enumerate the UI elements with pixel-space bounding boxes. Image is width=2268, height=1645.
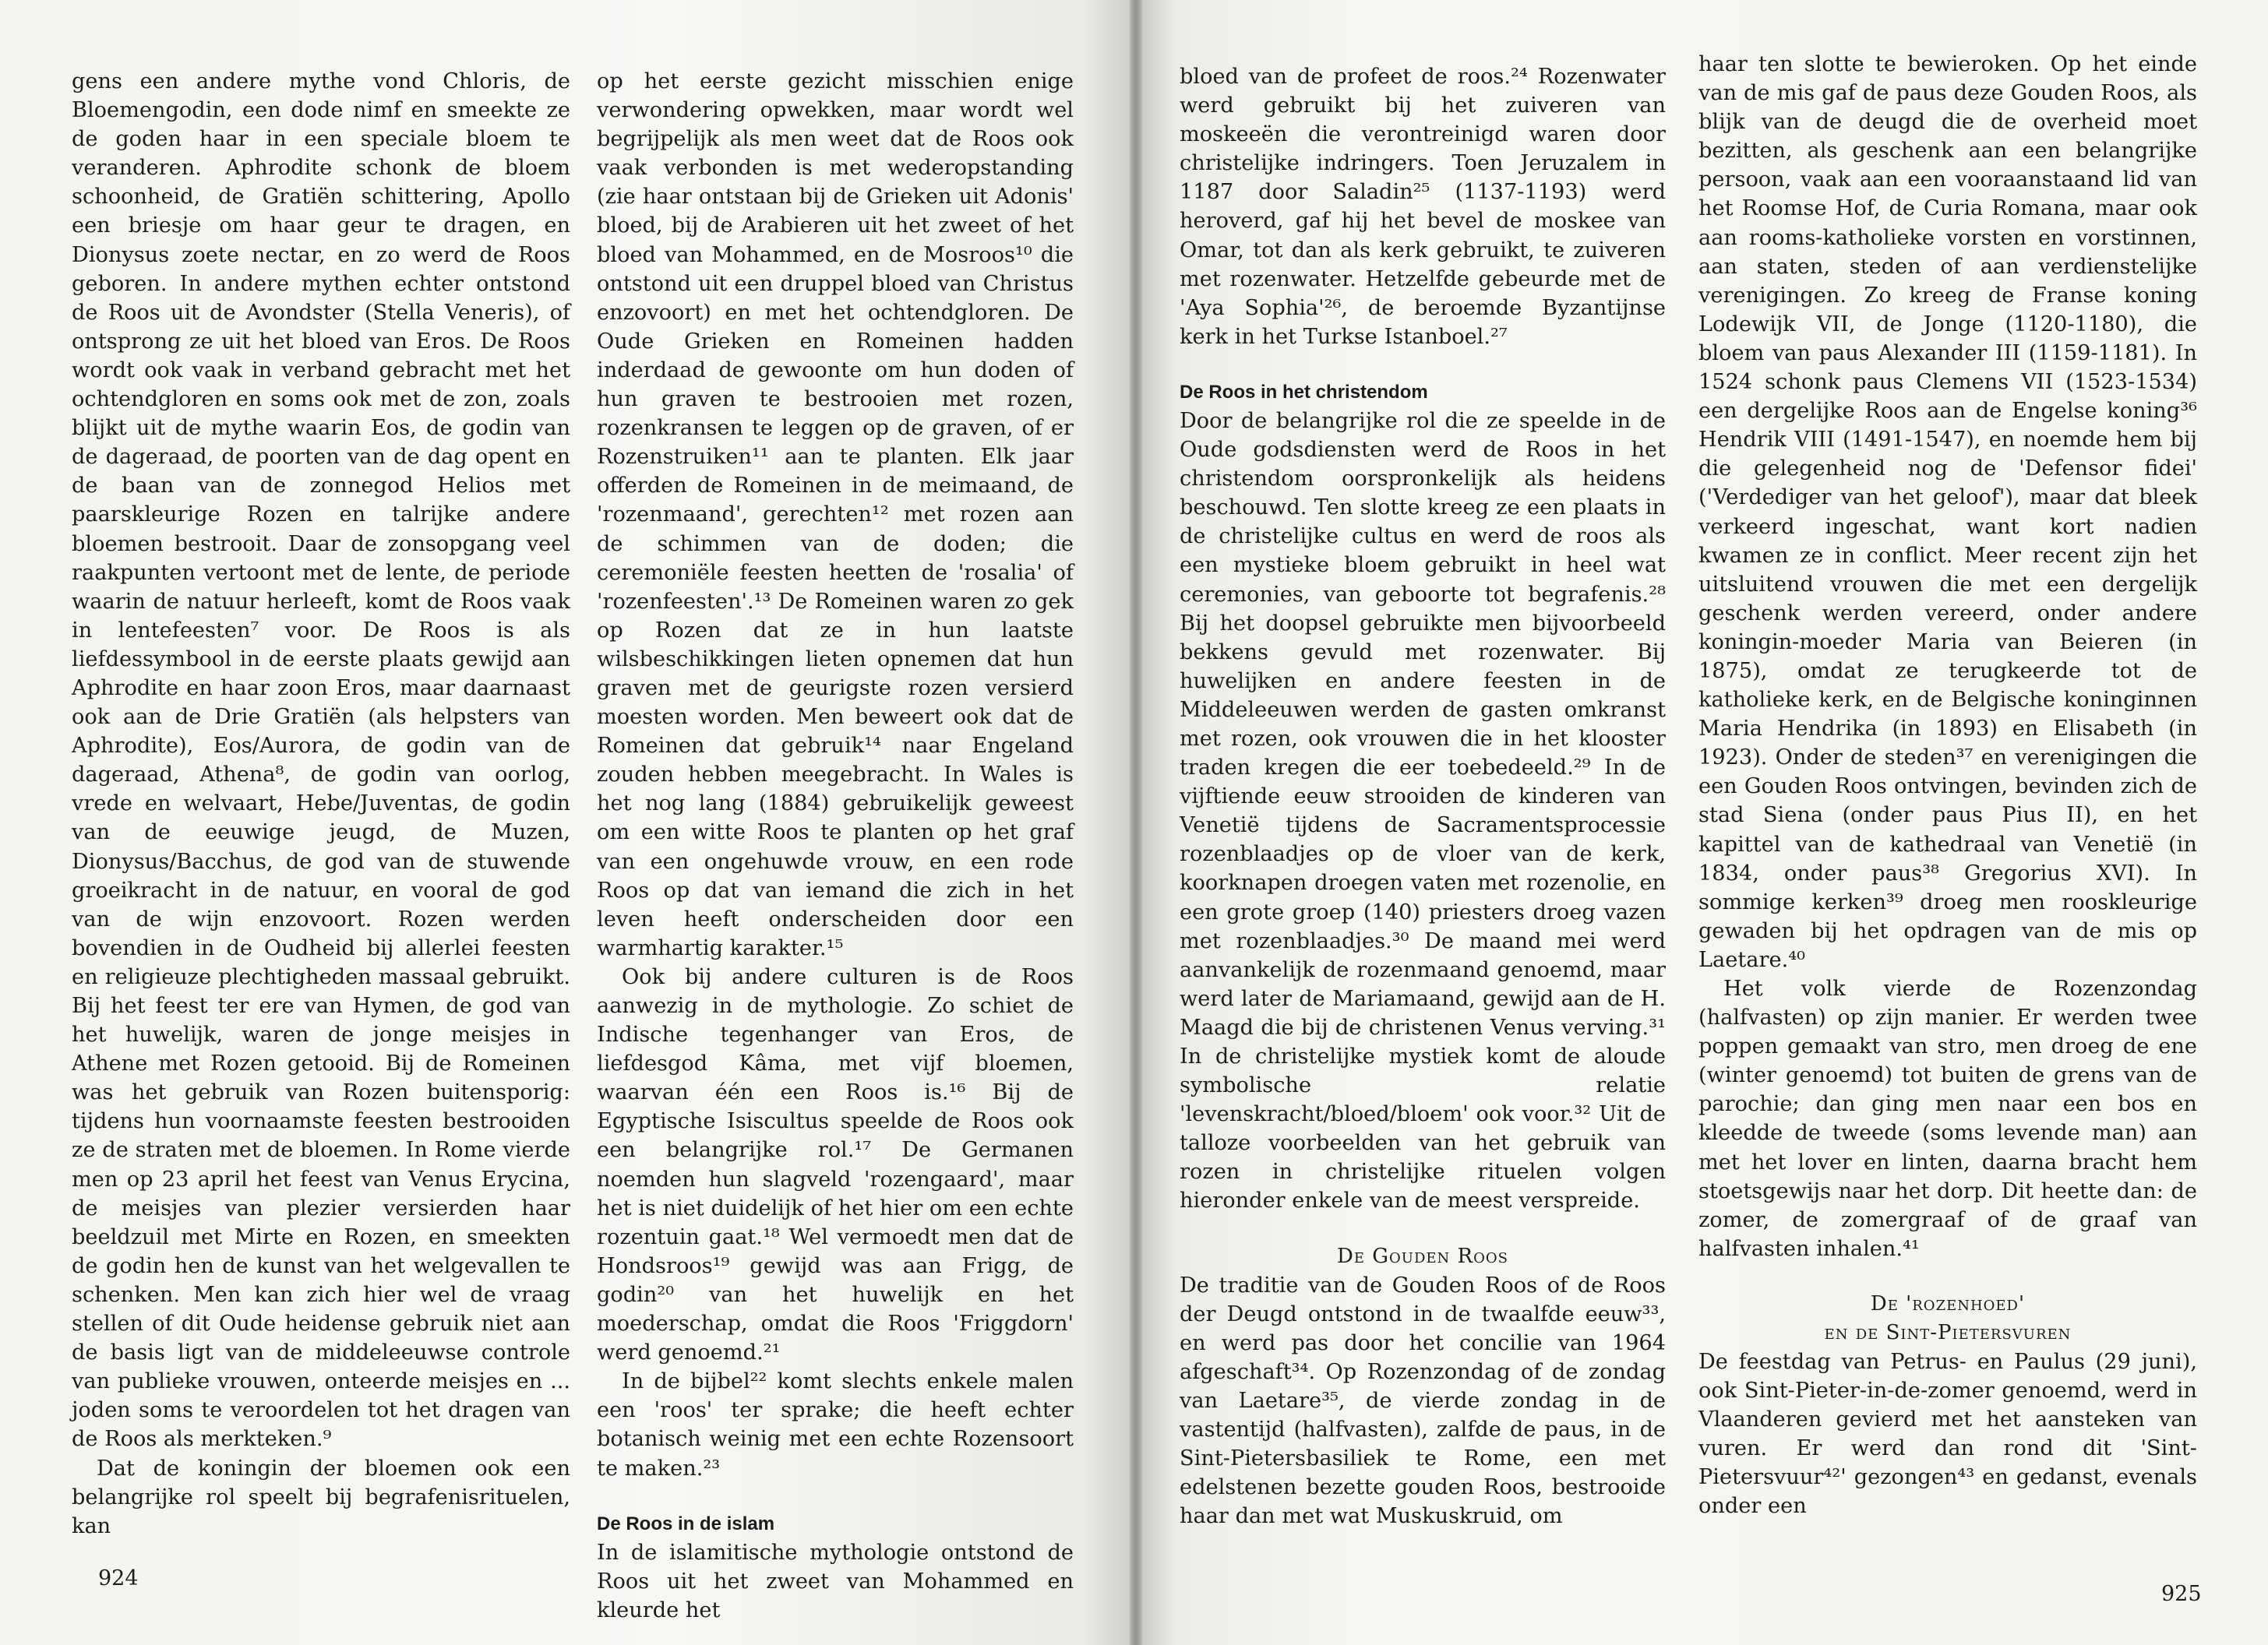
subheading-sint-pietersvuren: en de Sint-Pietersvuren — [1824, 1320, 2072, 1344]
section-heading-christendom: De Roos in het christendom — [1180, 381, 1428, 403]
paragraph: gens een andere mythe vond Chloris, de Bloemengodin, een dode nimf en smeekte ze de goden haar in een speciale bloem te veranderen. Aphrodite schonk de bloem schoonheid, de Gratiën schittering, Apollo een briesje om haar geur te dragen, en Dionysus zoete nectar, en zo werd de Roos geboren. In andere mythen echter ontstond de Roos uit de Avondster (Stella Veneris), of ontsprong ze uit het bloed van Eros. De Roos wordt ook vaak in verband gebracht met het ochtendgloren en soms ook met de zon, zoals blijkt uit de mythe waarin Eos, de godin van de dageraad, de poorten van de dag opent en de baan van de zonnegod Helios met paarskleurige Rozen en talrijke andere bloemen bestrooit. Daar de zonsopgang veel raakpunten vertoont met de lente, de periode waarin de natuur herleeft, komt de Roos vaak in lentefeesten⁷ voor. De Roos is als liefdessymbool in de eerste plaats gewijd aan Aphrodite en haar zoon Eros, maar daarnaast ook aan de Drie Gratiën (als helpsters van Aphrodite), Eos/Aurora, de godin van de dageraad, Athena⁸, de godin van oorlog, vrede en welvaart, Hebe/Juventas, de godin van de eeuwige jeugd, de Muzen, Dionysus/Bacchus, de god van de stuwende groeikracht in de natuur, en vooral de god van de wijn enzovoort. Rozen werden bovendien in de Oudheid bij allerlei feesten en religieuze plechtigheden massaal gebruikt. Bij het feest ter ere van Hymen, de god van het huwelijk, waren de jonge meisjes in Athene met Rozen getooid. Bij de Romeinen was het gebruik van Rozen buitensporig: tijdens hun voornaamste feesten bestrooiden ze de straten met de bloemen. In Rome vierde men op 23 april het feest van Venus Erycina, de meisjes van plezier versierden haar beeldzuil met Mirte en Rozen, en smeekten de godin hen de kunst van het welgevallen te schenken. Men kan zich hier wel de vraag stellen of dit Oude heidense gebruik niet aan de basis ligt van de middeleeuwse controle van publieke vrouwen, onteerde meisjes en ... joden soms te veroordelen tot het dragen van de Roos als merkteken.⁹ — [72, 69, 570, 1452]
subheading-gouden-roos: De Gouden Roos — [1337, 1244, 1508, 1268]
book-gutter — [1130, 0, 1142, 1645]
paragraph: op het eerste gezicht misschien enige verwondering opwekken, maar wordt wel begrijpelijk als men weet dat de Roos ook vaak verbonden is met wederopstanding (zie haar ontstaan bij de Grieken uit Adonis' bloed, bij de Arabieren uit het zweet of het bloed van Mohammed, en de Mosroos¹⁰ die ontstond uit een druppel bloed van Christus enzovoort) en met het ochtendgloren. De Oude Grieken en Romeinen hadden inderdaad de gewoonte om hun doden of hun graven te bestrooien met rozen, rozenkransen te leggen op de graven, of er Rozenstruiken¹¹ aan te planten. Elk jaar offerden de Romeinen in de meimaand, de 'rozenmaand', gerechten¹² met rozen aan de schimmen van de doden; die ceremoniële feesten heetten de 'rosalia' of 'rozenfeesten'.¹³ De Romeinen waren zo gek op Rozen dat ze in hun laatste wilsbeschikkingen lieten opnemen dat hun graven met de geurigste rozen versierd moesten worden. Men beweert ook dat de Romeinen dat gebruik¹⁴ naar Engeland zouden hebben meegebracht. In Wales is het nog lang (1884) gebruikelijk geweest om een witte Roos te planten op het graf van een ongehuwde vrouw, en een rode Roos op dat van iemand die zich in het leven heeft onderscheiden door een warmhartig karakter.¹⁵ — [597, 69, 1074, 960]
paragraph: In de bijbel²² komt slechts enkele malen een 'roos' ter sprake; die heeft echter botanisch weinig met een echte Rozensoort te maken.²³ — [597, 1369, 1074, 1481]
left-column-1 — [72, 67, 570, 1541]
section-heading-islam: De Roos in de islam — [597, 1513, 775, 1534]
right-column-1 — [1180, 62, 1666, 1531]
paragraph: Dat de koningin der bloemen ook een belangrijke rol speelt bij begrafenisrituelen, kan — [72, 1456, 570, 1538]
page-number-left: 924 — [98, 1566, 139, 1590]
paragraph: Ook bij andere culturen is de Roos aanwezig in de mythologie. Zo schiet de Indische tegenhanger van Eros, de liefdesgod Kâma, met vijf bloemen, waarvan één een Roos is.¹⁶ Bij de Egyptische Isiscultus speelde de Roos ook een belangrijke rol.¹⁷ De Germanen noemden hun slagveld 'rozengaard', maar het is niet duidelijk of het hier om een echte rozentuin gaat.¹⁸ Wel vermoedt men dat de Hondsroos¹⁹ gewijd was aan Frigg, de godin²⁰ van het huwelijk en het moederschap, omdat die Roos 'Friggdorn' werd genoemd.²¹ — [597, 964, 1074, 1365]
paragraph: Door de belangrijke rol die ze speelde in de Oude godsdiensten werd de Roos in het christendom oorspronkelijk als heidens beschouwd. Ten slotte kreeg ze een plaats in de christelijke cultus en werd de roos als een mystieke bloem gebruikt in heel wat ceremonies, van geboorte tot begrafenis.²⁸ Bij het doopsel gebruikte men bijvoorbeeld bekkens gevuld met rozenwater. Bij huwelijken en andere feesten in de Middeleeuwen werden de gasten omkranst met rozen, ook vrouwen die in het klooster traden kregen die eer toebedeeld.²⁹ In de vijftiende eeuw strooiden de kinderen van Venetië tijdens de Sacramentsprocessie rozenblaadjes op de vloer van de kerk, koorknapen droegen vaten met rozenolie, en een grote groep (140) priesters droeg vazen met rozenblaadjes.³⁰ De maand mei werd aanvankelijk de rozenmaand genoemd, maar werd later de Mariamaand, gewijd aan de H. Maagd die bij de christenen Venus verving.³¹ In de christelijke mystiek komt de aloude symbolische relatie 'levenskracht/bloed/bloem' ook voor.³² Uit de talloze voorbeelden van het gebruik van rozen in christelijke rituelen volgen hieronder enkele van de meest verspreide. — [1180, 408, 1666, 1213]
left-page — [0, 0, 1130, 1645]
paragraph: Het volk vierde de Rozenzondag (halfvasten) op zijn manier. Er werden twee poppen gemaakt van stro, men droeg de ene (winter genoemd) tot buiten de grens van de parochie; dan ging men naar een bos en kleedde de tweede (soms levende man) aan met het lover en linten, daarna bracht hem stoetsgewijs naar het dorp. Dit heette dan: de zomer, de zomergraaf of de graaf van halfvasten inhalen.⁴¹ — [1698, 977, 2197, 1261]
paragraph: De feestdag van Petrus- en Paulus (29 juni), ook Sint-Pieter-in-de-zomer genoemd, werd in Vlaanderen gevierd met het aansteken van vuren. Er werd dan rond dit 'Sint-Pietersvuur⁴²' gezongen⁴³ en gedanst, evenals onder een — [1698, 1349, 2197, 1519]
paragraph: De traditie van de Gouden Roos of de Roos der Deugd ontstond in de twaalfde eeuw³³, en werd pas door het concilie van 1964 afgeschaft³⁴. Op Rozenzondag of de zondag van Laetare³⁵, de vierde zondag in de vastentijd (halfvasten), zalfde de paus, in de Sint-Pietersbasiliek te Rome, een met edelstenen bezette gouden Roos, bestrooide haar dan met wat Muskuskruid, om — [1180, 1273, 1666, 1529]
paragraph: In de islamitische mythologie ontstond de Roos uit het zweet van Mohammed en kleurde het — [597, 1540, 1074, 1622]
paragraph: bloed van de profeet de roos.²⁴ Rozenwater werd gebruikt bij het zuiveren van moskeeën die verontreinigd waren door christelijke indringers. Toen Jeruzalem in 1187 door Saladin²⁵ (1137-1193) werd heroverd, gaf hij het bevel de moskee van Omar, tot dan als kerk gebruikt, te zuiveren met rozenwater. Hetzelfde gebeurde met de 'Aya Sophia'²⁶, de beroemde Byzantijnse kerk in het Turkse Istanboel.²⁷ — [1180, 65, 1666, 349]
left-column-2 — [597, 67, 1074, 1625]
page-number-right: 925 — [2161, 1582, 2202, 1606]
paragraph: haar ten slotte te bewieroken. Op het einde van de mis gaf de paus deze Gouden Roos, als blijk van de deugd die de overheid moet bezitten, als geschenk aan een belangrijke persoon, vaak aan een vooraanstaand lid van het Roomse Hof, de Curia Romana, maar ook aan rooms-katholieke vorsten en vorstinnen, aan staten, steden of aan verdienstelijke verenigingen. Zo kreeg de Franse koning Lodewijk VII, de Jonge (1120-1180), die bloem van paus Alexander III (1159-1181). In 1524 schonk paus Clemens VII (1523-1534) een dergelijke Roos aan de Engelse koning³⁶ Hendrik VIII (1491-1547), en noemde hem bij die gelegenheid nog de 'Defensor fidei' ('Verdediger van het geloof'), maar dat bleek verkeerd ingeschat, want kort nadien kwamen ze in conflict. Meer recent zijn het uitsluitend vrouwen die met een dergelijk geschenk werden vereerd, onder andere koningin-moeder Maria van Beieren (in 1875), omdat ze terugkeerde tot de katholieke kerk, en de Belgische koninginnen Maria Hendrika (in 1893) en Elisabeth (in 1923). Onder de steden³⁷ en verenigingen die een Gouden Roos ontvingen, bevinden zich de stad Siena (onder paus Pius II), en het kapittel van de kathedraal van Venetië (in 1834, onder paus³⁸ Gregorius XVI). In sommige kerken³⁹ droeg men rooskleurige gewaden bij het opdragen van de mis op Laetare.⁴⁰ — [1698, 52, 2197, 972]
right-column-2 — [1698, 50, 2197, 1521]
subheading-rozenhoed: De 'rozenhoed' — [1870, 1291, 2026, 1316]
